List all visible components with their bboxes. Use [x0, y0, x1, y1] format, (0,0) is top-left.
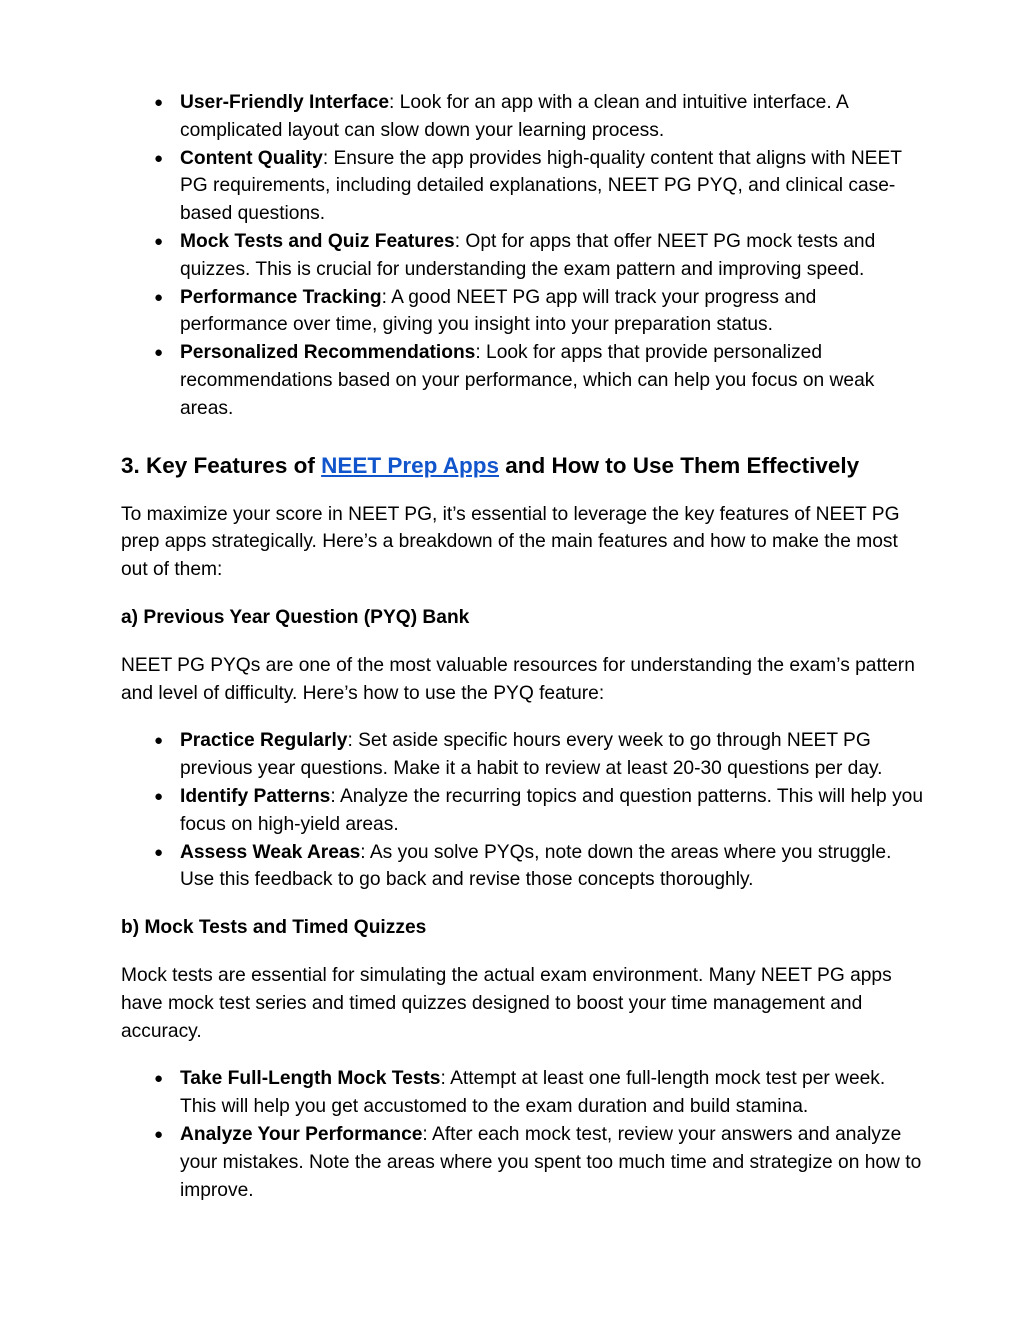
list-item-text: : A good NEET PG app will track your progress and performance over time, giving you insight into your preparation status.: [180, 286, 817, 336]
list-item-term: Content Quality: [180, 147, 323, 169]
list-item-text: : Analyze the recurring topics and question patterns. This will help you focus on high-yield areas.: [180, 785, 924, 835]
list-item-term: Analyze Your Performance: [180, 1123, 423, 1145]
list-item: [121, 89, 924, 145]
bullet-icon: ●: [154, 288, 164, 306]
bullet-icon: ●: [154, 787, 164, 805]
section-heading-suffix: and How to Use Them Effectively: [499, 452, 860, 478]
pyq-intro-paragraph: NEET PG PYQs are one of the most valuable resources for understanding the exam’s pattern and level of difficulty. Here’s how to use the PYQ feature:: [121, 654, 915, 704]
list-item-text: : As you solve PYQs, note down the areas where you struggle. Use this feedback to go back and revise those concepts thoroughly.: [180, 841, 892, 891]
list-item-term: Personalized Recommendations: [180, 342, 476, 364]
list-item-term: Mock Tests and Quiz Features: [180, 230, 455, 252]
bullet-icon: ●: [154, 1125, 164, 1143]
list-item-term: Assess Weak Areas: [180, 841, 361, 863]
section-heading-prefix: 3. Key Features of: [121, 452, 322, 478]
list-item-text: : Set aside specific hours every week to go through NEET PG previous year questions. Make it a habit to review at least 20-30 questions per day.: [180, 730, 883, 780]
feature-criteria-list: [121, 89, 924, 423]
list-item-text: : After each mock test, review your answers and analyze your mistakes. Note the areas where you spent too much time and strategize on how to improve.: [180, 1123, 922, 1201]
list-item: [121, 284, 924, 340]
list-item-term: Performance Tracking: [180, 286, 382, 308]
list-item: [121, 228, 924, 284]
list-item-text: : Attempt at least one full-length mock test per week. This will help you get accustomed to the exam duration and build stamina.: [180, 1068, 886, 1118]
list-item-term: Identify Patterns: [180, 785, 331, 807]
section-heading: [121, 451, 924, 481]
list-item-term: Take Full-Length Mock Tests: [180, 1068, 441, 1090]
list-item: [121, 339, 924, 422]
bullet-icon: ●: [154, 94, 164, 111]
list-item: [121, 1121, 924, 1204]
list-item-text: : Ensure the app provides high-quality content that aligns with NEET PG requirements, including detailed explanations, NEET PG PYQ, and clinical case-based questions.: [180, 147, 902, 225]
subsection-heading-mock-tests: b) Mock Tests and Timed Quizzes: [121, 917, 427, 939]
mock-test-tips-list: [121, 1065, 924, 1204]
list-item: [121, 145, 924, 228]
pyq-tips-list: [121, 727, 924, 894]
list-item-term: Practice Regularly: [180, 730, 348, 752]
bullet-icon: ●: [154, 732, 164, 750]
subsection-heading-pyq: a) Previous Year Question (PYQ) Bank: [121, 606, 470, 628]
bullet-icon: ●: [154, 1070, 164, 1088]
list-item-term: User-Friendly Interface: [180, 92, 390, 113]
list-item: [121, 783, 924, 839]
section-intro-paragraph: To maximize your score in NEET PG, it’s essential to leverage the key features of NEET PG prep apps strategically. Here’s a breakdown of the main features and how to make the most out of them:: [121, 503, 900, 581]
list-item: [121, 839, 924, 895]
neet-prep-apps-link[interactable]: NEET Prep Apps: [321, 452, 500, 478]
list-item: [121, 727, 924, 783]
list-item: [121, 1065, 924, 1121]
bullet-icon: ●: [154, 149, 164, 167]
bullet-icon: ●: [154, 232, 164, 250]
list-item-text: : Opt for apps that offer NEET PG mock tests and quizzes. This is crucial for understanding the exam pattern and improving speed.: [180, 230, 876, 280]
bullet-icon: ●: [154, 344, 164, 362]
bullet-icon: ●: [154, 843, 164, 861]
mock-tests-intro-paragraph: Mock tests are essential for simulating the actual exam environment. Many NEET PG apps have mock test series and timed quizzes designed to boost your time management and accuracy.: [121, 964, 892, 1042]
list-item-text: : Look for an app with a clean and intuitive interface. A complicated layout can slow down your learning process.: [180, 92, 848, 141]
list-item-text: : Look for apps that provide personalized recommendations based on your performance, which can help you focus on weak areas.: [180, 342, 875, 419]
